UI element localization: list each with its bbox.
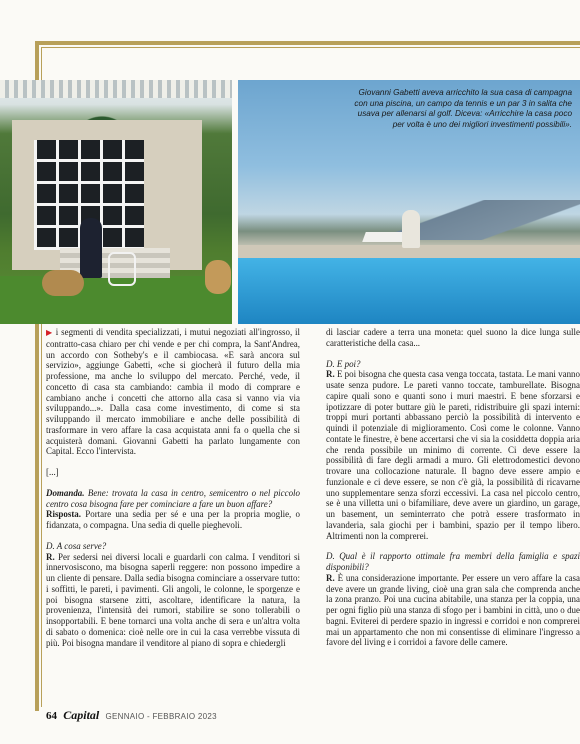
- photo-gabetti-pool: [238, 80, 580, 324]
- photo-man-by-pool: [402, 210, 420, 248]
- article-paragraph: ▶ i segmenti di vendita specializzati, i mutui negoziati all'ingrosso, il contratto-casa chiaro per chi vende e per chi compra, la Sant'Andrea, un accordo con Sotheby's e il cambiocasa. «E sarà ancora sul servizio», aggiunge Gabetti, «che si giocherà il futuro della mia professione, ma anche lo sviluppo del mercato. Perché, vede, il concetto di casa sta cambiando: cambia il modo di comprare e cambiano anche i concetti che attorno alla casa si vanno via via sviluppando...». Dalla casa come investimento, di come si sta sviluppando il mercato immobiliare e anche delle possibilità di trasformare in vero affare la casa acquistata anni fa o quella che si acquisterà domani. Giovanni Gabetti ha parlato lungamente con Capital. Ecco l'intervista.: [46, 327, 300, 457]
- photo-balustrade: [0, 80, 232, 98]
- ellipsis-marker: [...]: [46, 467, 59, 477]
- photo-dog: [42, 270, 84, 296]
- answer-4: R. È una considerazione importante. Per essere un vero affare la casa deve avere un grande living, cioè una gran sala che comprenda anche la zona pranzo. Poi una cucina abitabile, una stanza per la coppia, una per ogni figlio più una stanza di sfogo per i bambini in città, uno o due bagni. Eviterei di perdere spazio in ingressi e corridoi e non comprerei mai un appartamento che non mi consentisse di eliminare l'ingresso a favore del living e i corridoi a favore delle camere.: [326, 572, 580, 648]
- answer-1: Risposta. Portare una sedia per sé e una per la propria moglie, o fidanzata, o compagna. Una sedia di quelle pieghevoli.: [46, 509, 300, 530]
- photo-caption: Giovanni Gabetti aveva arricchito la sua casa di campagna con una piscina, un campo da tennis e un par 3 in salita che usava per allenarsi al golf. Diceva: «Arricchire la casa poco per volta è uno dei migliori investimenti possibili».: [354, 88, 572, 129]
- photo-pool: [238, 258, 580, 324]
- question-2: D. A cosa serve?: [46, 540, 107, 551]
- question-3: D. E poi?: [326, 358, 361, 369]
- photo-dog-second: [205, 260, 231, 294]
- answer-3: R. E poi bisogna che questa casa venga toccata, tastata. Le mani vanno usate senza pudore. Le pareti vanno toccate, tamburellate. Bisogna capire quali sono e quanti sono i muri maestri. E bene sforzarsi e ipotizzare di poter buttare giù le pareti, ridistribuire gli spazi interni: troppi muri portanti abbassano perciò la possibilità di intervento e quindi il potenziale di miglioramento. Così come le colonne. Vanno contate le finestre, è bene accertarsi che vi sia la cosiddetta doppia aria che renda possibile un minimo di corrente. Ci deve essere la possibilità di fare degli armadi a muro. Gli elettrodomestici devono trovare una collocazione naturale. Il bagno deve essere ampio e funzionale e ci deve essere, se non c'è già, la possibilità di ricavarne uno supplementare senza sforzi eccessivi. La casa nel piccolo centro, se è una villetta uni o bifamiliare, deve avere un giardino, un garage, un basement, un seminterrato che potrà essere trasformato in lavanderia, sala giochi per i bambini, spazio per il tempo libero. Altrimenti non la comprerei.: [326, 369, 580, 541]
- answer-2: R. Per sedersi nei diversi locali e guardarli con calma. I venditori si innervosiscono, ma bisogna saperli reggere: non possono impedire a un cliente di pensare. Dalla sedia bisogna cominciare a osservare tutto: i soffitti, le pareti, i pavimenti. Gli angoli, le colonne, le sporgenze e poi bisogna starsene zitti, ascoltare, identificare la natura, la provenienza, l'intensità dei rumori, stabilire se sono tollerabili o insopportabili. E bene tornarci una volta anche di sera e un'altra volta di sabato o domenica: cioè nelle ore in cui la casa verrebbe vissuta di più. Poi bisogna mandare il venditore al piano di sopra e chiedergli: [46, 551, 300, 648]
- question-1: Domanda. Bene: trovata la casa in centro, semicentro o nel piccolo centro cosa bisogna fare per cominciare a fare un buon affare?: [46, 487, 301, 509]
- question-4: D. Qual è il rapporto ottimale fra membri della famiglia e spazi disponibili?: [326, 551, 580, 572]
- article-column-left: [46, 327, 300, 648]
- article-paragraph: di lasciar cadere a terra una moneta: quel suono la dice lunga sulle caratteristiche della casa...: [326, 327, 580, 348]
- photo-man-seated: [80, 218, 102, 278]
- photo-gabetti-villa-garden: [0, 80, 232, 324]
- article-column-right: [326, 327, 580, 648]
- issue-date: GENNAIO - FEBBRAIO 2023: [105, 712, 217, 721]
- page-footer: [46, 708, 217, 723]
- continuation-arrow-icon: ▶: [46, 328, 53, 337]
- photo-garden-chair: [108, 252, 136, 286]
- page-number: 64: [46, 710, 57, 722]
- magazine-logo: Capital: [63, 708, 100, 722]
